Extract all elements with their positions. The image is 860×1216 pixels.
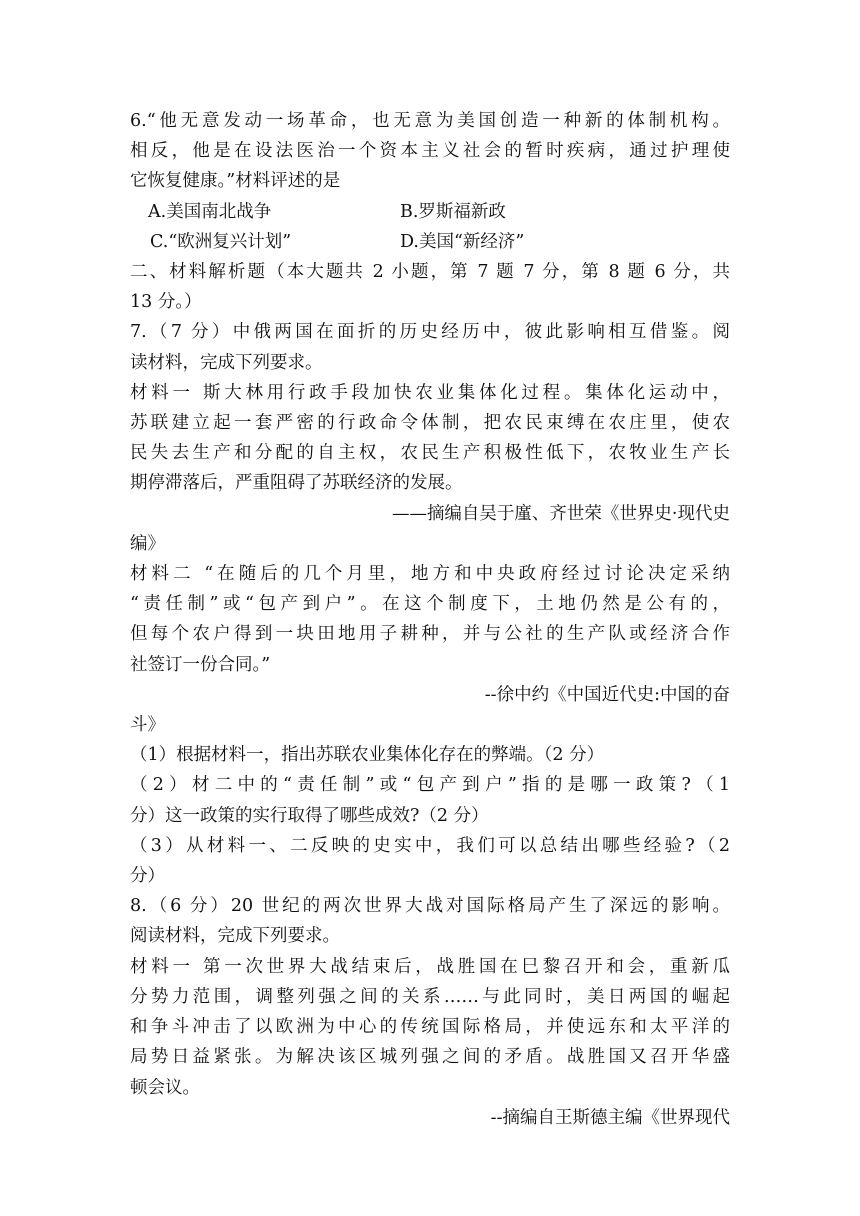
q6-option-d: D.美国“新经济” — [400, 231, 525, 252]
q6-options-row-1 — [130, 197, 730, 227]
q7-question-2-line-1: （2）材二中的“责任制”或“包产到户”指的是哪一政策?（1 — [130, 775, 730, 796]
q8-source1-line-1: --摘编自王斯德主编《世界现代 — [490, 1107, 730, 1128]
q7-material1-line-4: 期停滞落后，严重阻碍了苏联经济的发展。 — [130, 473, 463, 494]
q7-intro-line-1: 7.（7 分）中俄两国在面折的历史经历中，彼此影响相互借鉴。阅 — [130, 322, 730, 343]
q6-option-a: A.美国南北战争 — [148, 201, 272, 222]
q6-option-c: C.“欧洲复兴计划” — [150, 231, 292, 252]
q8-material1-line-3: 和争斗冲击了以欧洲为中心的传统国际格局，并使远东和太平洋的 — [130, 1017, 730, 1038]
q8-material1-line-1: 材料一 第一次世界大战结束后，战胜国在巳黎召开和会，重新瓜 — [130, 956, 730, 977]
q6-line-1: 6.“他无意发动一场革命，也无意为美国创造一种新的体制机构。 — [130, 111, 730, 131]
document-body — [130, 106, 730, 1133]
q6-line-3: 它恢复健康。”材料评述的是 — [130, 171, 341, 192]
q8-intro-line-1: 8.（6 分）20 世纪的两次世界大战对国际格局产生了深远的影响。 — [130, 896, 730, 917]
q7-material2-line-4: 社签订一份合同。” — [130, 654, 271, 675]
q7-source1-line-2: 编》 — [130, 533, 165, 554]
q7-question-1: （1）根据材料一，指出苏联农业集体化存在的弊端。（2 分） — [130, 745, 605, 766]
q8-material1-line-4: 局势日益紧张。为解决该区城列强之间的矛盾。战胜国又召开华盛 — [130, 1047, 730, 1068]
q8-material1-line-5: 顿会议。 — [130, 1077, 200, 1098]
q7-question-3-line-1: （3）从材料一、二反映的史实中，我们可以总结出哪些经验?（2 — [130, 835, 730, 856]
q7-source2-line-2: 斗》 — [130, 715, 165, 736]
q7-material1-line-3: 民失去生产和分配的自主权，农民生产积极性低下，农牧业生产长 — [130, 443, 730, 464]
q7-material2-line-2: “责任制”或“包产到户”。在这个制度下，土地仍然是公有的， — [130, 594, 730, 615]
section2-heading-line-2: 13 分。） — [130, 292, 202, 313]
q7-material1-line-1: 材料一 斯大林用行政手段加快农业集体化过程。集体化运动中， — [130, 382, 730, 403]
q7-material1-line-2: 苏联建立起一套严密的行政命令体制，把农民束缚在农庄里，使农 — [130, 413, 730, 434]
q8-material1-line-2: 分势力范围，调整列强之间的关系……与此同时，美日两国的崛起 — [130, 986, 730, 1007]
q7-source1-line-1: ——摘编自吴于廑、齐世荣《世界史·现代史 — [391, 503, 730, 524]
section2-heading-line-1: 二、材料解析题（本大题共 2 小题，第 7 题 7 分，第 8 题 6 分，共 — [130, 262, 730, 283]
q8-intro-line-2: 阅读材料，完成下列要求。 — [130, 926, 340, 947]
q7-material2-line-3: 但每个农户得到一块田地用子耕种，并与公社的生产队或经济合作 — [130, 624, 730, 645]
q7-question-2-line-2: 分）这一政策的实行取得了哪些成效?（2 分） — [130, 805, 489, 826]
q6-line-2: 相反，他是在设法医治一个资本主义社会的暂时疾病，通过护理使 — [130, 141, 730, 162]
q7-question-3-line-2: 分） — [130, 866, 165, 887]
q6-options-row-2 — [130, 227, 730, 257]
q7-intro-line-2: 读材料，完成下列要求。 — [130, 352, 323, 373]
q7-material2-line-1: 材料二 “在随后的几个月里，地方和中央政府经过讨论决定采纳 — [130, 564, 730, 585]
q6-option-b: B.罗斯福新政 — [400, 201, 506, 222]
q7-source2-line-1: --徐中约《中国近代史:中国的奋 — [484, 684, 730, 705]
